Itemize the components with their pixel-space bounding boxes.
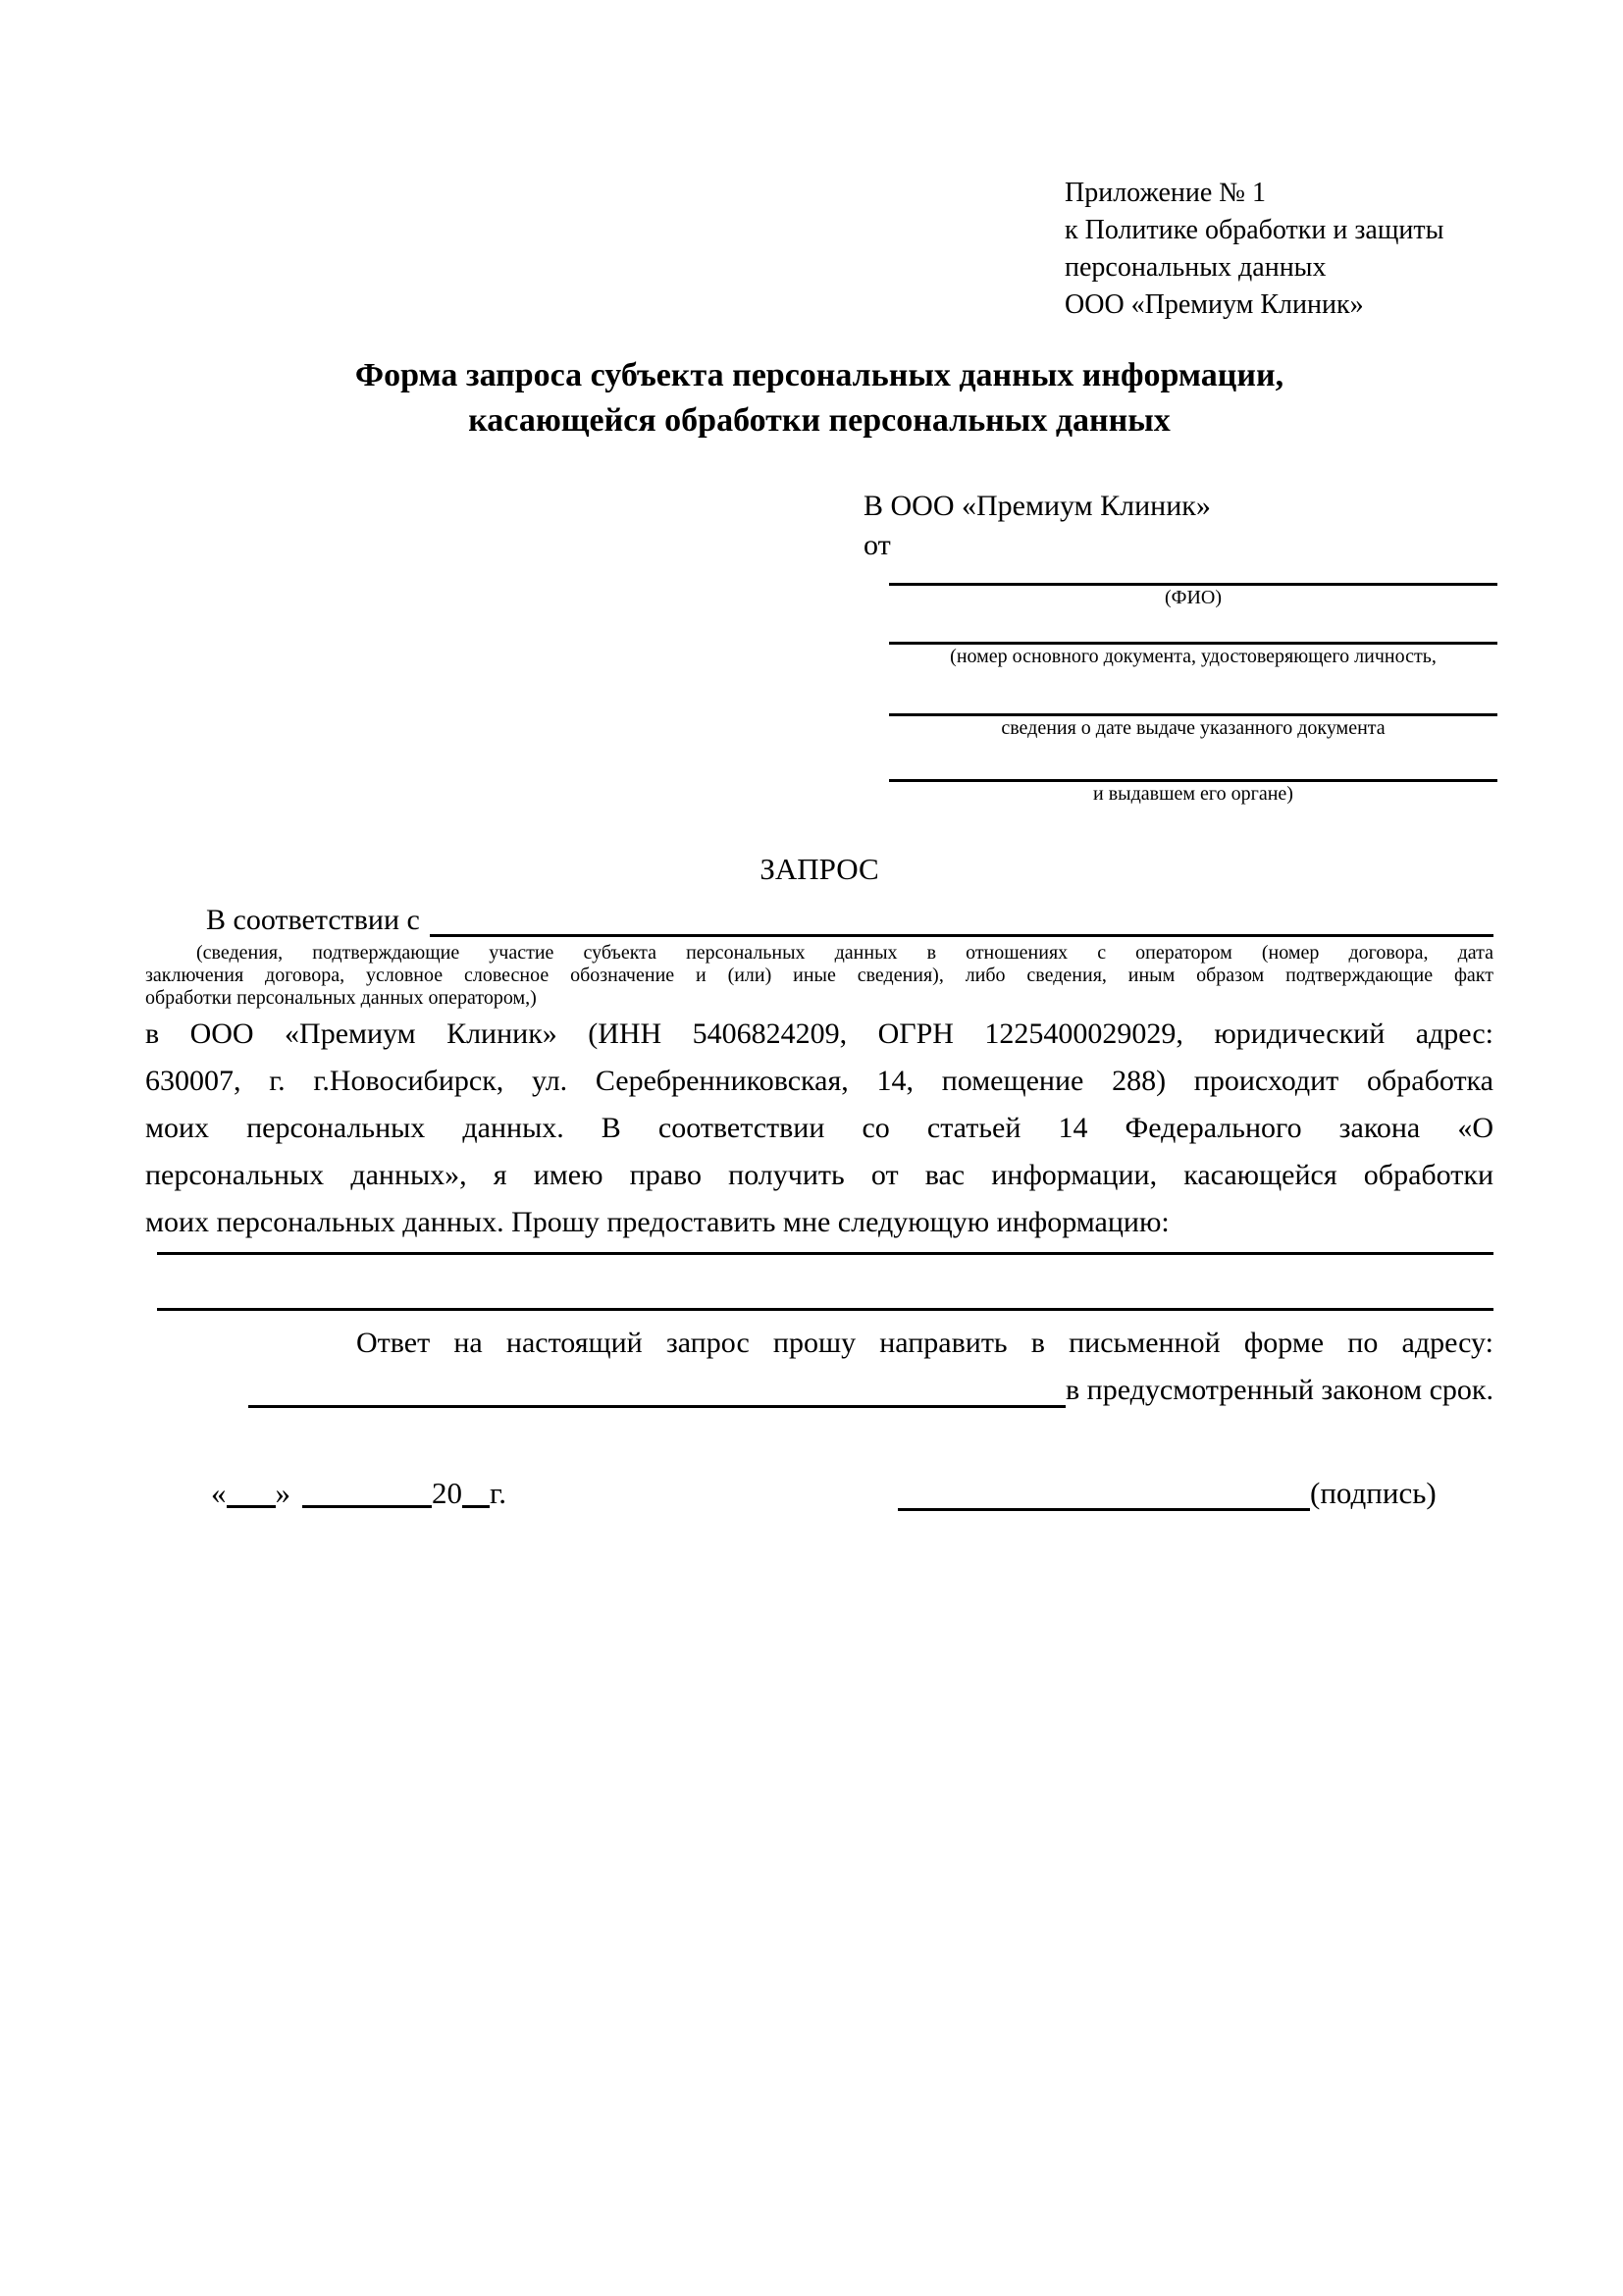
appendix-line: к Политике обработки и защиты (1065, 215, 1444, 245)
appendix-reference-block (1065, 175, 1501, 324)
reply-suffix: в предусмотренный законом срок. (1066, 1374, 1493, 1406)
body-line: в ООО «Премиум Клиник» (ИНН 5406824209, ОГРН 1225400029029, юридический адрес: (145, 1018, 1493, 1050)
note-line: обработки персональных данных оператором,) (145, 987, 537, 1009)
quote-open: « (211, 1476, 227, 1510)
basis-blank-line (430, 899, 1493, 937)
note-block (145, 942, 1493, 1010)
year-blank-line (462, 1497, 490, 1508)
reply-address-row (145, 1367, 1493, 1414)
body-line: 630007, г. г.Новосибирск, ул. Серебренниковская, 14, помещение 288) происходит обработка (145, 1065, 1493, 1097)
intro-prefix: В соответствии с (206, 904, 420, 936)
addressee-to: В ООО «Премиум Клиник» (864, 490, 1211, 522)
information-blank-line-2 (157, 1308, 1493, 1311)
month-blank-line (302, 1497, 432, 1508)
signature-blank-line (898, 1470, 1310, 1511)
note-line: (сведения, подтверждающие участие субъекта персональных данных в отношениях с оператором (номер договора, дата (196, 942, 1493, 964)
document-title-line: Форма запроса субъекта персональных данных информации, (354, 357, 1284, 393)
issue-date-caption: сведения о дате выдаче указанного документа (1001, 717, 1386, 739)
reply-paragraph (145, 1320, 1493, 1414)
year-prefix: 20 (432, 1476, 462, 1510)
document-title-line: касающейся обработки персональных данных (468, 402, 1171, 439)
address-blank-line (248, 1367, 1066, 1408)
intro-row (145, 899, 1493, 942)
document-title (145, 353, 1493, 444)
quote-close: » (275, 1476, 290, 1510)
body-paragraph (145, 1011, 1493, 1246)
addressee-block (864, 487, 1501, 806)
information-blank-line-1 (157, 1252, 1493, 1255)
signature-row (898, 1470, 1457, 1517)
signature-caption: (подпись) (1310, 1476, 1437, 1510)
appendix-line: Приложение № 1 (1065, 178, 1266, 208)
note-line: заключения договора, условное словесное обозначение и (или) иные сведения), либо сведения, иным образом подтверждающие факт (145, 965, 1493, 986)
appendix-line: ООО «Премиум Клиник» (1065, 289, 1364, 320)
body-line: моих персональных данных. Прошу предоставить мне следующую информацию: (145, 1206, 1170, 1238)
year-suffix: г. (490, 1476, 506, 1510)
body-line: моих персональных данных. В соответствии со статьей 14 Федерального закона «О (145, 1112, 1493, 1144)
reply-line: Ответ на настоящий запрос прошу направить в письменной форме по адресу: (356, 1327, 1493, 1359)
day-blank-line (227, 1497, 276, 1508)
date-line (211, 1470, 506, 1517)
fio-caption: (ФИО) (1164, 587, 1222, 608)
addressee-from-label: от (864, 529, 891, 561)
issuing-authority-caption: и выдавшем его органе) (1093, 783, 1293, 805)
request-heading: ЗАПРОС (759, 852, 879, 886)
body-line: персональных данных», я имею право получить от вас информации, касающейся обработки (145, 1159, 1493, 1191)
appendix-line: персональных данных (1065, 252, 1327, 283)
document-number-caption: (номер основного документа, удостоверяющего личность, (950, 646, 1437, 667)
